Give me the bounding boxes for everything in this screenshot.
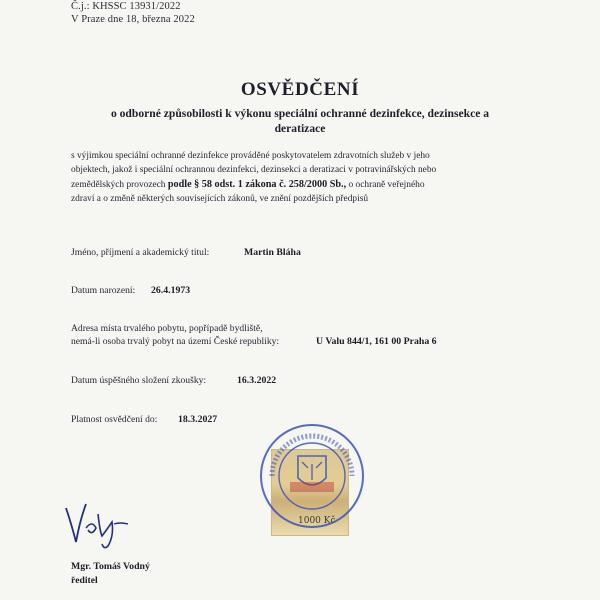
document-title: OSVĚDČENÍ bbox=[240, 79, 360, 100]
exam-label: Datum úspěšného složení zkoušky: bbox=[71, 375, 207, 386]
body-line-4: zdraví a o změně některých souvisejících zákonů, ve znění pozdějších předpisů bbox=[71, 194, 369, 204]
exam-value: 16.3.2022 bbox=[237, 375, 277, 386]
signature-icon bbox=[62, 498, 132, 550]
subtitle-line-1: o odborné způsobilosti k výkonu speciální ochranné dezinfekce, dezinsekce a bbox=[110, 107, 490, 120]
signatory-name: Mgr. Tomáš Vodný bbox=[71, 561, 150, 572]
address-label-2: nemá-li osoba trvalý pobyt na území České republiky: bbox=[71, 336, 280, 347]
law-reference: podle § 58 odst. 1 zákona č. 258/2000 Sb., bbox=[167, 179, 347, 190]
body-line-1: s výjimkou speciální ochranné dezinfekce prováděné poskytovatelem zdravotních služeb v jeho bbox=[71, 151, 430, 161]
address-label-1: Adresa místa trvalého pobytu, popřípadě bydliště, bbox=[71, 323, 263, 334]
official-seal-icon bbox=[258, 422, 366, 530]
place-date: V Praze dne 18, března 2022 bbox=[71, 14, 195, 25]
signatory-role: ředitel bbox=[71, 575, 98, 586]
reference-number: Č.j.: KHSSC 13931/2022 bbox=[71, 1, 181, 12]
address-value: U Valu 844/1, 161 00 Praha 6 bbox=[316, 336, 437, 347]
body-line-2: objektech, jakož i speciální ochrannou dezinfekci, dezinsekci a deratizaci v potravinářských nebo bbox=[71, 165, 437, 175]
name-value: Martin Bláha bbox=[244, 247, 301, 258]
subtitle-line-2: deratizace bbox=[274, 122, 326, 135]
body-line-3-text: zemědělských provozech bbox=[71, 180, 166, 190]
validity-value: 18.3.2027 bbox=[178, 414, 218, 425]
revenue-stamp-value: 1000 Kč bbox=[298, 516, 336, 526]
validity-label: Platnost osvědčení do: bbox=[71, 414, 158, 425]
body-line-3 bbox=[71, 179, 425, 190]
birth-label: Datum narození: bbox=[71, 285, 136, 296]
body-line-3-tail: o ochraně veřejného bbox=[348, 180, 425, 190]
birth-value: 26.4.1973 bbox=[151, 285, 191, 296]
name-label: Jméno, příjmení a akademický titul: bbox=[71, 247, 210, 258]
